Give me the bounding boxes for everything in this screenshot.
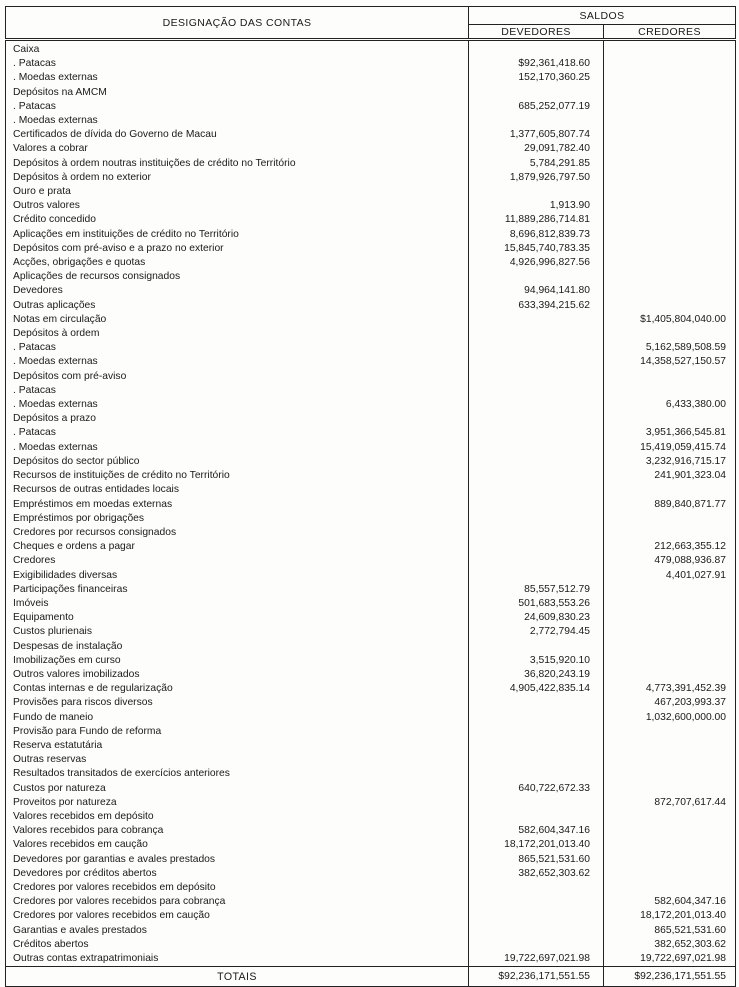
devedores-value xyxy=(469,909,604,923)
account-label: . Moedas externas xyxy=(6,398,469,412)
table-row xyxy=(6,57,736,71)
credores-value xyxy=(604,86,736,100)
credores-value: 212,663,355.12 xyxy=(654,541,726,553)
credores-value: 241,901,323.04 xyxy=(654,470,726,482)
account-label: Custos plurienais xyxy=(6,625,469,639)
devedores-value xyxy=(469,370,604,384)
column-header-saldos: SALDOS xyxy=(469,7,736,25)
table-row xyxy=(6,540,736,554)
table-row xyxy=(6,753,736,767)
account-label: Devedores por garantias e avales prestados xyxy=(6,853,469,867)
account-label: Proveitos por natureza xyxy=(6,796,469,810)
account-label: Outros valores imobilizados xyxy=(6,668,469,682)
devedores-value xyxy=(469,426,604,440)
account-label: Outras aplicações xyxy=(6,299,469,313)
credores-value xyxy=(604,668,736,682)
table-row xyxy=(6,327,736,341)
table-row xyxy=(6,270,736,284)
credores-value xyxy=(604,611,736,625)
credores-value: 479,088,936.87 xyxy=(654,555,726,567)
credores-value xyxy=(604,213,736,227)
account-label: Cheques e ordens a pagar xyxy=(6,540,469,554)
account-label: Participações financeiras xyxy=(6,583,469,597)
table-row xyxy=(6,384,736,398)
devedores-value xyxy=(469,711,604,725)
devedores-value xyxy=(469,924,604,938)
devedores-value: $92,361,418.60 xyxy=(469,57,604,71)
devedores-value xyxy=(469,327,604,341)
account-label: Recursos de outras entidades locais xyxy=(6,483,469,497)
devedores-value: 1,913.90 xyxy=(469,199,604,213)
account-label: Aplicações em instituições de crédito no Território xyxy=(6,228,469,242)
devedores-value: 152,170,360.25 xyxy=(469,71,604,85)
account-label: Fundo de maneio xyxy=(6,711,469,725)
table-row xyxy=(6,256,736,270)
table-row xyxy=(6,512,736,526)
account-label: . Patacas xyxy=(6,384,469,398)
account-label: . Moedas externas xyxy=(6,114,469,128)
credores-value: 18,172,201,013.40 xyxy=(640,910,726,922)
table-row xyxy=(6,909,736,923)
account-label: Resultados transitados de exercícios anteriores xyxy=(6,767,469,781)
devedores-value xyxy=(469,114,604,128)
balance-sheet xyxy=(5,6,735,987)
table-row xyxy=(6,611,736,625)
account-label: Acções, obrigações e quotas xyxy=(6,256,469,270)
credores-value: 889,840,871.77 xyxy=(654,498,726,510)
table-row xyxy=(6,668,736,682)
credores-value: 467,203,993.37 xyxy=(654,697,726,709)
devedores-value: 3,515,920.10 xyxy=(469,654,604,668)
account-label: Caixa xyxy=(6,40,469,58)
devedores-value: 85,557,512.79 xyxy=(469,583,604,597)
credores-value xyxy=(604,157,736,171)
devedores-value xyxy=(469,313,604,327)
table-row xyxy=(6,569,736,583)
credores-value xyxy=(604,810,736,824)
credores-value xyxy=(604,824,736,838)
account-label: Depósitos à ordem xyxy=(6,327,469,341)
devedores-value xyxy=(469,540,604,554)
credores-value: 872,707,617.44 xyxy=(654,796,726,808)
account-label: . Patacas xyxy=(6,57,469,71)
table-row xyxy=(6,853,736,867)
account-label: Empréstimos por obrigações xyxy=(6,512,469,526)
devedores-value xyxy=(469,895,604,909)
credores-value xyxy=(604,725,736,739)
table-row xyxy=(6,824,736,838)
credores-value: 382,652,303.62 xyxy=(654,938,726,950)
account-label: Garantias e avales prestados xyxy=(6,924,469,938)
devedores-value xyxy=(469,696,604,710)
devedores-value xyxy=(469,753,604,767)
table-row xyxy=(6,228,736,242)
table-row xyxy=(6,86,736,100)
devedores-value xyxy=(469,640,604,654)
table-row xyxy=(6,782,736,796)
devedores-value: 640,722,672.33 xyxy=(469,782,604,796)
account-label: Depósitos com pré-aviso xyxy=(6,370,469,384)
credores-value: 5,162,589,508.59 xyxy=(645,342,726,354)
devedores-value xyxy=(469,526,604,540)
credores-value: 582,604,347.16 xyxy=(654,896,726,908)
credores-value: 4,773,391,452.39 xyxy=(645,683,726,695)
devedores-value xyxy=(469,554,604,568)
account-label: . Moedas externas xyxy=(6,71,469,85)
account-label: Depósitos à ordem noutras instituições de crédito no Território xyxy=(6,157,469,171)
table-row xyxy=(6,597,736,611)
devedores-value xyxy=(469,40,604,58)
table-row xyxy=(6,341,736,355)
account-label: Valores recebidos em caução xyxy=(6,838,469,852)
devedores-value: 4,926,996,827.56 xyxy=(469,256,604,270)
table-row xyxy=(6,412,736,426)
account-label: Notas em circulação xyxy=(6,313,469,327)
credores-value: 15,419,059,415.74 xyxy=(640,441,726,453)
accounts-table xyxy=(5,6,736,987)
table-row xyxy=(6,100,736,114)
table-footer xyxy=(6,967,736,987)
table-row xyxy=(6,867,736,881)
account-label: Créditos abertos xyxy=(6,938,469,952)
table-row xyxy=(6,469,736,483)
credores-value xyxy=(604,142,736,156)
account-label: Equipamento xyxy=(6,611,469,625)
account-label: Depósitos com pré-aviso e a prazo no exterior xyxy=(6,242,469,256)
account-label: Custos por natureza xyxy=(6,782,469,796)
devedores-value: 24,609,830.23 xyxy=(469,611,604,625)
devedores-value: 501,683,553.26 xyxy=(469,597,604,611)
devedores-value: 8,696,812,839.73 xyxy=(469,228,604,242)
account-label: Outras contas extrapatrimoniais xyxy=(6,952,469,967)
table-row xyxy=(6,583,736,597)
account-label: Exigibilidades diversas xyxy=(6,569,469,583)
totals-credores-value: $92,236,171,551.55 xyxy=(604,967,736,987)
devedores-value xyxy=(469,881,604,895)
column-header-credores: CREDORES xyxy=(604,25,736,40)
account-label: Credores xyxy=(6,554,469,568)
credores-value: 1,032,600,000.00 xyxy=(645,711,726,723)
credores-value xyxy=(604,185,736,199)
devedores-value xyxy=(469,498,604,512)
table-row xyxy=(6,355,736,369)
account-label: Outros valores xyxy=(6,199,469,213)
devedores-value: 1,879,926,797.50 xyxy=(469,171,604,185)
totals-row xyxy=(6,967,736,987)
account-label: Credores por valores recebidos para cobrança xyxy=(6,895,469,909)
credores-value xyxy=(604,739,736,753)
table-row xyxy=(6,398,736,412)
table-row xyxy=(6,114,736,128)
account-label: Credores por recursos consignados xyxy=(6,526,469,540)
credores-value xyxy=(604,597,736,611)
table-row xyxy=(6,682,736,696)
table-row xyxy=(6,370,736,384)
credores-value xyxy=(604,256,736,270)
table-header xyxy=(6,7,736,40)
credores-value xyxy=(604,654,736,668)
credores-value xyxy=(604,512,736,526)
table-row xyxy=(6,142,736,156)
totals-devedores-value: $92,236,171,551.55 xyxy=(469,967,604,987)
table-row xyxy=(6,128,736,142)
devedores-value xyxy=(469,725,604,739)
header-row-1 xyxy=(6,7,736,25)
account-label: Aplicações de recursos consignados xyxy=(6,270,469,284)
devedores-value xyxy=(469,739,604,753)
credores-value xyxy=(604,228,736,242)
table-row xyxy=(6,767,736,781)
account-label: Valores recebidos para cobrança xyxy=(6,824,469,838)
credores-value xyxy=(604,171,736,185)
credores-value xyxy=(604,284,736,298)
table-row xyxy=(6,157,736,171)
devedores-value: 94,964,141.80 xyxy=(469,284,604,298)
devedores-value: 2,772,794.45 xyxy=(469,625,604,639)
table-row xyxy=(6,213,736,227)
table-row xyxy=(6,625,736,639)
devedores-value xyxy=(469,483,604,497)
devedores-value xyxy=(469,767,604,781)
table-row xyxy=(6,71,736,85)
credores-value: 865,521,531.60 xyxy=(654,924,726,936)
table-row xyxy=(6,739,736,753)
credores-value xyxy=(604,57,736,71)
devedores-value: 36,820,243.19 xyxy=(469,668,604,682)
devedores-value: 382,652,303.62 xyxy=(469,867,604,881)
devedores-value: 19,722,697,021.98 xyxy=(469,952,604,967)
table-row xyxy=(6,554,736,568)
devedores-value: 15,845,740,783.35 xyxy=(469,242,604,256)
credores-value: 19,722,697,021.98 xyxy=(640,953,726,964)
table-row xyxy=(6,199,736,213)
totals-label: TOTAIS xyxy=(6,967,469,987)
account-label: Valores recebidos em depósito xyxy=(6,810,469,824)
credores-value xyxy=(604,384,736,398)
account-label: Valores a cobrar xyxy=(6,142,469,156)
account-label: Reserva estatutária xyxy=(6,739,469,753)
table-row xyxy=(6,483,736,497)
credores-value xyxy=(604,767,736,781)
table-row xyxy=(6,881,736,895)
table-row xyxy=(6,938,736,952)
devedores-value xyxy=(469,569,604,583)
account-label: Recursos de instituições de crédito no Território xyxy=(6,469,469,483)
devedores-value xyxy=(469,355,604,369)
account-label: Certificados de dívida do Governo de Macau xyxy=(6,128,469,142)
account-label: Despesas de instalação xyxy=(6,640,469,654)
account-label: . Patacas xyxy=(6,426,469,440)
credores-value xyxy=(604,640,736,654)
account-label: Depósitos na AMCM xyxy=(6,86,469,100)
table-row xyxy=(6,498,736,512)
account-label: Outras reservas xyxy=(6,753,469,767)
table-row xyxy=(6,526,736,540)
account-label: Devedores por créditos abertos xyxy=(6,867,469,881)
table-row xyxy=(6,640,736,654)
account-label: Depósitos a prazo xyxy=(6,412,469,426)
credores-value xyxy=(604,412,736,426)
devedores-value: 633,394,215.62 xyxy=(469,299,604,313)
account-label: Crédito concedido xyxy=(6,213,469,227)
table-row xyxy=(6,838,736,852)
credores-value: 4,401,027.91 xyxy=(665,569,726,581)
credores-value xyxy=(604,270,736,284)
credores-value xyxy=(604,867,736,881)
table-row xyxy=(6,924,736,938)
credores-value xyxy=(604,199,736,213)
devedores-value xyxy=(469,412,604,426)
credores-value xyxy=(604,526,736,540)
credores-value: 3,951,366,545.81 xyxy=(645,427,726,439)
devedores-value xyxy=(469,441,604,455)
table-row xyxy=(6,426,736,440)
account-label: . Patacas xyxy=(6,100,469,114)
credores-value xyxy=(604,71,736,85)
table-row xyxy=(6,952,736,967)
table-row xyxy=(6,654,736,668)
devedores-value xyxy=(469,938,604,952)
credores-value xyxy=(604,370,736,384)
table-row xyxy=(6,696,736,710)
account-label: Imobilizações em curso xyxy=(6,654,469,668)
devedores-value: 865,521,531.60 xyxy=(469,853,604,867)
devedores-value xyxy=(469,398,604,412)
credores-value: 3,232,916,715.17 xyxy=(645,455,726,467)
devedores-value: 1,377,605,807.74 xyxy=(469,128,604,142)
account-label: Credores por valores recebidos em depósito xyxy=(6,881,469,895)
devedores-value: 29,091,782.40 xyxy=(469,142,604,156)
table-row xyxy=(6,171,736,185)
devedores-value: 582,604,347.16 xyxy=(469,824,604,838)
devedores-value xyxy=(469,86,604,100)
devedores-value: 4,905,422,835.14 xyxy=(469,682,604,696)
credores-value: 6,433,380.00 xyxy=(665,399,726,411)
credores-value xyxy=(604,128,736,142)
credores-value: 14,358,527,150.57 xyxy=(640,356,726,368)
account-label: Provisão para Fundo de reforma xyxy=(6,725,469,739)
devedores-value xyxy=(469,384,604,398)
account-label: Credores por valores recebidos em caução xyxy=(6,909,469,923)
credores-value xyxy=(604,782,736,796)
account-label: Depósitos do sector público xyxy=(6,455,469,469)
devedores-value xyxy=(469,185,604,199)
devedores-value: 18,172,201,013.40 xyxy=(469,838,604,852)
devedores-value xyxy=(469,341,604,355)
table-row xyxy=(6,185,736,199)
credores-value xyxy=(604,299,736,313)
table-row xyxy=(6,796,736,810)
credores-value xyxy=(604,242,736,256)
account-label: Imóveis xyxy=(6,597,469,611)
credores-value xyxy=(604,100,736,114)
account-label: Ouro e prata xyxy=(6,185,469,199)
devedores-value xyxy=(469,455,604,469)
devedores-value xyxy=(469,270,604,284)
account-label: . Patacas xyxy=(6,341,469,355)
credores-value xyxy=(604,853,736,867)
table-row xyxy=(6,441,736,455)
table-row xyxy=(6,40,736,58)
devedores-value: 11,889,286,714.81 xyxy=(469,213,604,227)
table-row xyxy=(6,455,736,469)
devedores-value xyxy=(469,469,604,483)
credores-value xyxy=(604,114,736,128)
table-row xyxy=(6,242,736,256)
table-row xyxy=(6,725,736,739)
accounts-body xyxy=(6,40,736,967)
account-label: Provisões para riscos diversos xyxy=(6,696,469,710)
credores-value xyxy=(604,753,736,767)
credores-value xyxy=(604,327,736,341)
account-label: Empréstimos em moedas externas xyxy=(6,498,469,512)
devedores-value xyxy=(469,512,604,526)
table-row xyxy=(6,711,736,725)
table-row xyxy=(6,313,736,327)
column-header-designacao: DESIGNAÇÃO DAS CONTAS xyxy=(6,7,469,40)
credores-value xyxy=(604,838,736,852)
credores-value xyxy=(604,40,736,58)
account-label: Depósitos à ordem no exterior xyxy=(6,171,469,185)
credores-value xyxy=(604,625,736,639)
account-label: Contas internas e de regularização xyxy=(6,682,469,696)
credores-value xyxy=(604,583,736,597)
table-row xyxy=(6,810,736,824)
account-label: . Moedas externas xyxy=(6,355,469,369)
table-row xyxy=(6,284,736,298)
devedores-value xyxy=(469,810,604,824)
credores-value xyxy=(604,881,736,895)
credores-value: $1,405,804,040.00 xyxy=(640,313,726,325)
table-row xyxy=(6,299,736,313)
column-header-devedores: DEVEDORES xyxy=(469,25,604,40)
account-label: . Moedas externas xyxy=(6,441,469,455)
account-label: Devedores xyxy=(6,284,469,298)
devedores-value: 5,784,291.85 xyxy=(469,157,604,171)
table-row xyxy=(6,895,736,909)
devedores-value xyxy=(469,796,604,810)
credores-value xyxy=(604,483,736,497)
devedores-value: 685,252,077.19 xyxy=(469,100,604,114)
